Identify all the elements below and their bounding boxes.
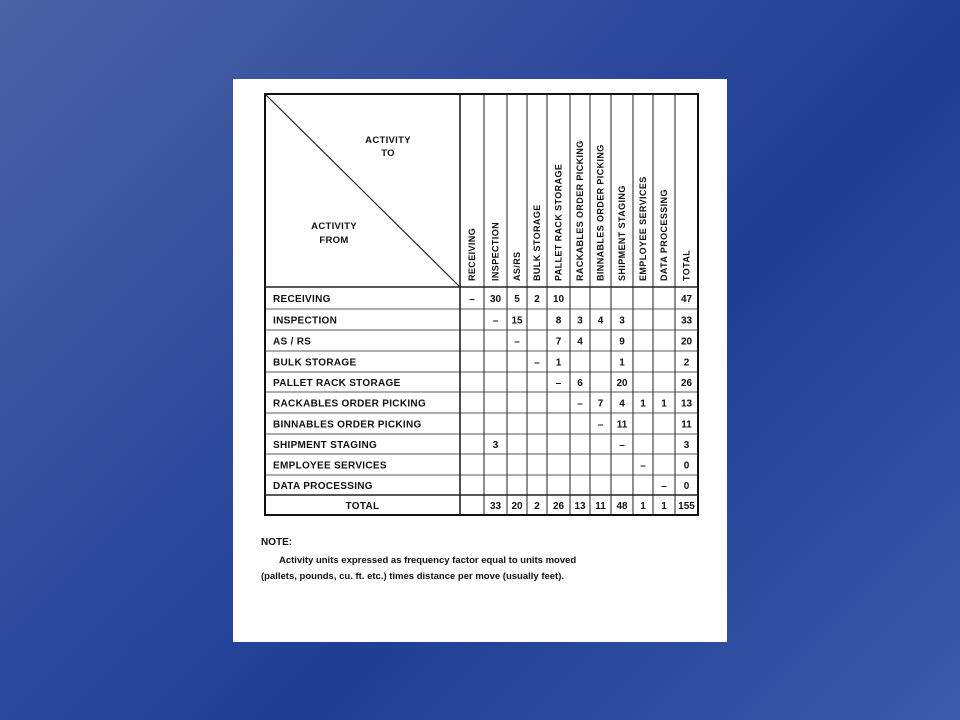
column-header: DATA PROCESSING bbox=[659, 189, 669, 281]
table-cell: 11 bbox=[681, 419, 692, 431]
row-label: RACKABLES ORDER PICKING bbox=[273, 398, 427, 410]
table-cell: 9 bbox=[619, 336, 625, 348]
table-cell: 3 bbox=[683, 440, 690, 451]
column-header: BULK STORAGE bbox=[532, 204, 542, 281]
header-from-line2: FROM bbox=[319, 235, 349, 246]
column-header: SHIPMENT STAGING bbox=[617, 185, 627, 281]
table-cell: 11 bbox=[616, 419, 628, 431]
table-cell: – bbox=[640, 460, 646, 472]
note-title: NOTE: bbox=[261, 537, 293, 548]
table-cell: 0 bbox=[683, 481, 690, 492]
header-from-line1: ACTIVITY bbox=[311, 221, 357, 232]
header-diagonal bbox=[265, 94, 460, 287]
table-cell: 13 bbox=[574, 501, 586, 512]
row-label: RECEIVING bbox=[273, 294, 331, 305]
table-cell: – bbox=[577, 398, 583, 410]
header-to-line1: ACTIVITY bbox=[365, 135, 411, 146]
document-image bbox=[233, 79, 727, 642]
table-cell: 47 bbox=[680, 294, 693, 305]
column-header: EMPLOYEE SERVICES bbox=[638, 176, 648, 281]
table-cell: 26 bbox=[680, 378, 693, 389]
table-cell: 7 bbox=[597, 398, 604, 410]
header-to-line2: TO bbox=[381, 148, 395, 159]
row-label: EMPLOYEE SERVICES bbox=[273, 460, 387, 472]
table-cell: 3 bbox=[577, 315, 583, 327]
table-cell: 11 bbox=[595, 501, 606, 512]
row-label: DATA PROCESSING bbox=[273, 481, 373, 492]
table-cell: – bbox=[597, 419, 604, 431]
table-cell: 1 bbox=[619, 357, 625, 369]
table-cell: 5 bbox=[514, 294, 520, 305]
row-label: SHIPMENT STAGING bbox=[273, 440, 378, 451]
row-label: BINNABLES ORDER PICKING bbox=[273, 419, 422, 431]
note-line-2: (pallets, pounds, cu. ft. etc.) times distance per move (usually feet). bbox=[261, 571, 565, 582]
table-cell: 10 bbox=[552, 294, 565, 305]
table-cell: 13 bbox=[680, 398, 693, 410]
table-cell: 6 bbox=[577, 378, 583, 389]
table-cell: 20 bbox=[511, 501, 523, 512]
row-label: PALLET RACK STORAGE bbox=[273, 378, 401, 389]
table-cell: – bbox=[492, 315, 499, 327]
column-header: AS/RS bbox=[512, 251, 522, 281]
table-cell: 2 bbox=[534, 294, 540, 305]
table-cell: – bbox=[534, 357, 540, 369]
table-cell: 7 bbox=[555, 336, 562, 348]
column-header: RECEIVING bbox=[467, 227, 477, 281]
table-cell: 4 bbox=[619, 398, 625, 410]
table-cell: 3 bbox=[492, 440, 499, 451]
table-cell: 2 bbox=[683, 357, 690, 369]
table-cell: – bbox=[469, 294, 475, 305]
table-cell: 33 bbox=[489, 501, 502, 512]
row-label: INSPECTION bbox=[273, 315, 338, 327]
column-header: RACKABLES ORDER PICKING bbox=[575, 140, 585, 281]
table-cell: 1 bbox=[640, 501, 646, 512]
table-cell: 30 bbox=[489, 294, 502, 305]
table-cell: 1 bbox=[555, 357, 562, 369]
table-cell: 0 bbox=[683, 460, 690, 472]
column-header: INSPECTION bbox=[490, 221, 501, 281]
column-header: BINNABLES ORDER PICKING bbox=[595, 144, 606, 281]
table-cell: – bbox=[514, 336, 520, 348]
note-line-1: Activity units expressed as frequency factor equal to units moved bbox=[279, 555, 577, 566]
table-cell: 4 bbox=[597, 315, 604, 327]
table-cell: 1 bbox=[661, 501, 667, 512]
table-cell: – bbox=[661, 481, 667, 492]
table-cell: 15 bbox=[511, 315, 523, 327]
table-cell: 3 bbox=[619, 315, 625, 327]
table-cell: 1 bbox=[640, 398, 646, 410]
table-cell: 48 bbox=[616, 501, 628, 512]
row-label: AS / RS bbox=[273, 336, 312, 348]
table-cell: 155 bbox=[678, 501, 695, 512]
table-cell: 8 bbox=[555, 315, 562, 327]
table-cell: 4 bbox=[577, 336, 583, 348]
column-header: TOTAL bbox=[681, 249, 692, 281]
from-to-chart bbox=[233, 79, 727, 642]
total-row-label: TOTAL bbox=[345, 501, 380, 512]
table-cell: 20 bbox=[680, 336, 693, 348]
table-cell: 26 bbox=[552, 501, 565, 512]
table-cell: – bbox=[619, 440, 625, 451]
table-cell: 1 bbox=[661, 398, 667, 410]
table-cell: 20 bbox=[616, 378, 628, 389]
column-header: PALLET RACK STORAGE bbox=[553, 163, 564, 281]
table-cell: 33 bbox=[680, 315, 693, 327]
table-cell: – bbox=[555, 378, 562, 389]
row-label: BULK STORAGE bbox=[273, 357, 357, 369]
table-cell: 2 bbox=[534, 501, 540, 512]
